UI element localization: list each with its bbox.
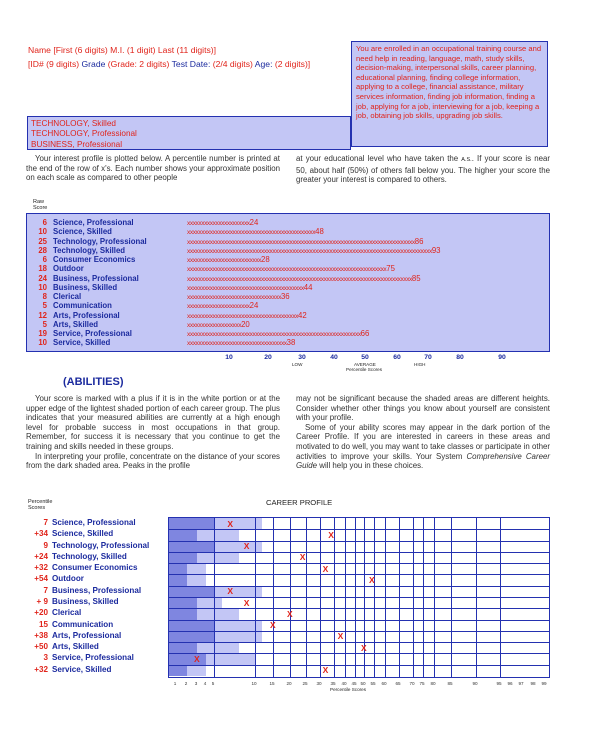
interest-percentile: 66: [360, 329, 370, 338]
raw-score: 10: [38, 338, 47, 348]
grid-row-line: [169, 653, 549, 654]
interest-bar: xxxxxxxxxxxxxxxxxxxxxxxxxxxxxxxxxxxxxxx42: [187, 310, 307, 320]
interest-profile-chart: [26, 213, 550, 352]
interest-tick-label: 50: [361, 354, 369, 361]
dark-shade-band: [169, 586, 214, 597]
career-tick-label: 99: [541, 681, 547, 686]
dark-shade-band: [169, 541, 214, 552]
score-marker: X: [369, 574, 375, 585]
interest-text-left: Your interest profile is plotted below. A percentile number is printed at the end of the row of x's. Each number shows your approximate position on each scale as compared to other people: [26, 154, 280, 183]
career-group-name: Consumer Economics: [52, 563, 138, 573]
score-marker: X: [287, 608, 293, 619]
interest-scale-name: Technology, Professional: [53, 236, 147, 246]
interest-tick-label: 30: [298, 354, 306, 361]
interest-bar: xxxxxxxxxxxxxxxxxxxxxxxxxx28: [187, 255, 270, 264]
career-score: +38: [34, 630, 48, 640]
career-tick-label: 90: [472, 681, 478, 686]
career-tick-label: 50: [360, 681, 366, 686]
career-tick-label: 5: [211, 681, 215, 686]
career-score: 3: [43, 653, 48, 663]
interest-scale-name: Communication: [53, 301, 112, 311]
grid-row-line: [169, 665, 549, 666]
career-score: +54: [34, 574, 48, 584]
grid-col-line: [214, 518, 215, 677]
dark-shade-band: [169, 665, 187, 676]
dark-shade-band: [169, 529, 197, 540]
career-score: + 9: [36, 597, 48, 606]
interest-scale-name: Technology, Skilled: [53, 245, 126, 255]
career-tick-label: 97: [518, 681, 524, 686]
career-group-name: Outdoor: [52, 574, 84, 584]
interest-bar: xxxxxxxxxxxxxxxxxxxxxx24: [187, 218, 259, 227]
grid-col-line: [345, 518, 346, 677]
score-marker: X: [322, 563, 329, 574]
career-score: 9: [43, 540, 48, 550]
interest-percentile: 86: [414, 236, 424, 246]
interest-bar: xxxxxxxxxxxxxxxxxxxxxxxxxxxxxxxxxxxxxxxxxxxxxxxxxxxxxxxxxxxxxxxxxxxxxxxxxxxxxxxx86: [187, 236, 424, 246]
career-tick-label: 98: [530, 681, 536, 686]
career-score: +24: [34, 551, 48, 561]
dark-shade-band: [169, 620, 214, 631]
career-axis-title: Percentile Scores: [330, 687, 367, 692]
interest-scale-name: Service, Professional: [53, 329, 132, 338]
career-tick-label: 25: [302, 681, 308, 686]
grid-row-line: [169, 620, 549, 621]
grid-col-line: [413, 518, 414, 677]
grid-col-line: [255, 518, 256, 677]
career-group-name: Technology, Professional: [52, 540, 150, 550]
dark-shade-band: [169, 631, 214, 642]
grid-row-line: [169, 529, 549, 530]
dark-shade-band: [169, 563, 187, 574]
raw-score: 8: [42, 292, 47, 301]
grid-col-line: [306, 518, 307, 677]
career-group-name: Arts, Skilled: [52, 642, 99, 652]
score-marker: X: [227, 586, 234, 597]
career-group-name: Service, Professional: [52, 653, 134, 663]
career-score: +50: [34, 642, 48, 652]
career-tick-label: 65: [395, 681, 401, 686]
interest-percentile: 24: [249, 218, 259, 227]
grid-col-line: [320, 518, 321, 677]
raw-score: 28: [38, 245, 47, 255]
interest-bar: xxxxxxxxxxxxxxxxxxxxxxxxxxxxxxxxxxxxxxxxxxxxxxxxxxxxxxxxxxxxxxxxxxxxxx75: [187, 264, 395, 274]
interest-text-right: at your educational level who have taken the A.S.. If your score is near 50, about half (50%) of others fall below you. The higher your score the greater your interest is compared to others.: [296, 154, 550, 185]
category-item: BUSINESS, Professional: [31, 139, 123, 149]
career-score: +32: [34, 664, 48, 674]
grid-col-line: [476, 518, 477, 677]
career-tick-label: 1: [173, 681, 177, 686]
dark-shade-band: [169, 518, 214, 529]
grid-col-line: [451, 518, 452, 677]
career-tick-label: 10: [251, 681, 257, 686]
interest-axis-title: Percentile Scores: [346, 367, 383, 372]
interest-percentile: 28: [261, 255, 270, 264]
dark-shade-band: [169, 574, 187, 585]
grid-col-line: [334, 518, 335, 677]
average-label: AVERAGE: [354, 362, 376, 367]
career-group-name: Business, Professional: [52, 585, 142, 595]
career-tick-label: 3: [194, 681, 198, 686]
name-line: Name [First (6 digits) M.I. (1 digit) Last (11 digits)]: [28, 45, 217, 55]
career-group-name: Science, Skilled: [52, 529, 114, 539]
interest-tick-label: 90: [498, 354, 506, 361]
career-group-name: Business, Skilled: [52, 597, 119, 606]
score-marker: X: [299, 552, 306, 563]
score-marker: X: [227, 518, 234, 529]
career-tick-label: 20: [286, 681, 292, 686]
career-score: 7: [43, 585, 48, 595]
career-tick-label: 30: [316, 681, 322, 686]
interest-bar: xxxxxxxxxxxxxxxxxxxxxx24: [187, 301, 259, 311]
career-group-name: Science, Professional: [52, 518, 136, 527]
raw-score: 5: [42, 319, 47, 329]
grid-col-line: [355, 518, 356, 677]
raw-score: 10: [38, 282, 47, 292]
career-group-name: Clerical: [52, 608, 82, 618]
abilities-text-right: may not be significant because the shaded areas are different heights. Consider whether other things you know about yourself are consistent with your profile. Some of your ability scores may appear in the dark portion of the Career Profile. If you are interested in careers in these areas and motivated to do well, you may want to take classes or participate in other activities to improve your skills. Your System Comprehensive Career Guide will help you in these choices.: [296, 394, 550, 471]
grid-col-line: [290, 518, 291, 677]
career-tick-label: 15: [269, 681, 275, 686]
career-tick-label: 55: [370, 681, 376, 686]
grid-row-line: [169, 608, 549, 609]
category-item: TECHNOLOGY, Professional: [31, 129, 137, 139]
grid-row-line: [169, 552, 549, 553]
interest-tick-label: 70: [424, 354, 432, 361]
raw-score-label: Raw Score: [33, 199, 48, 211]
grid-col-line: [399, 518, 400, 677]
interest-percentile: 48: [315, 227, 324, 237]
score-marker: X: [194, 653, 200, 664]
score-marker: X: [243, 541, 250, 552]
interest-percentile: 85: [411, 273, 421, 283]
interest-percentile: 24: [249, 301, 259, 311]
dark-shade-band: [169, 552, 197, 563]
dark-shade-band: [169, 653, 206, 664]
career-tick-label: 80: [430, 681, 436, 686]
grid-col-line: [385, 518, 386, 677]
grid-row-line: [169, 574, 549, 575]
career-score: +32: [34, 563, 48, 573]
career-tick-label: 75: [419, 681, 425, 686]
raw-score: 6: [42, 255, 47, 264]
interest-tick-label: 20: [264, 354, 272, 361]
interest-scale-name: Clerical: [53, 292, 82, 301]
interest-tick-label: 40: [330, 354, 338, 361]
career-tick-label: 70: [409, 681, 415, 686]
career-tick-label: 40: [341, 681, 347, 686]
dark-shade-band: [169, 642, 197, 653]
interest-percentile: 38: [286, 338, 296, 348]
interest-bar: xxxxxxxxxxxxxxxxxxxxxxxxxxxxxxxxxxx38: [187, 338, 296, 348]
raw-score: 10: [38, 227, 47, 237]
interest-bar: xxxxxxxxxxxxxxxxxxxxxxxxxxxxxxxxxxxxxxxxxxxxx48: [187, 227, 324, 237]
header-fields: [28, 43, 310, 71]
interest-percentile: 36: [280, 292, 290, 301]
interest-percentile: 44: [303, 282, 313, 292]
career-tick-label: 96: [507, 681, 513, 686]
interest-scale-name: Service, Skilled: [53, 338, 111, 348]
enrollment-box: You are enrolled in an occupational training course and need help in reading, language, math, study skills, decision-making, interpersonal skills, career planning, educational planning, finding college information, applying to a college, financial assistance, military services information, finding job information, finding a job, applying for a job, interviewing for a job, keeping a job, obtaining job skills, upgrading job skills.: [351, 41, 548, 147]
interest-bar: xxxxxxxxxxxxxxxxxxxxxxxxxxxxxxxxxxxxxxxxxxxxxxxxxxxxxxxxxxxxxxxxxxxxxxxxxxxxxxx85: [187, 273, 421, 283]
dark-shade-band: [169, 608, 197, 619]
interest-scale-name: Arts, Skilled: [53, 319, 99, 329]
raw-score: 6: [42, 218, 47, 227]
career-categories-box: [27, 116, 351, 150]
grid-row-line: [169, 597, 549, 598]
interest-percentile: 75: [386, 264, 395, 274]
raw-score: 5: [42, 301, 47, 311]
career-score-label: Percentile Scores: [28, 499, 53, 511]
career-score: +20: [34, 608, 48, 618]
grid-col-line: [500, 518, 501, 677]
career-tick-label: 35: [330, 681, 336, 686]
career-tick-label: 45: [351, 681, 357, 686]
interest-tick-label: 10: [225, 354, 233, 361]
career-group-name: Communication: [52, 619, 114, 629]
grid-col-line: [364, 518, 365, 677]
career-score: +34: [34, 529, 48, 539]
raw-score: 18: [38, 264, 47, 274]
interest-bar: xxxxxxxxxxxxxxxxxxxxxxxxxxxxxxxxxxxxxxxxxxxxxxxxxxxxxxxxxxxxx66: [187, 329, 370, 338]
interest-scale-name: Arts, Professional: [53, 310, 120, 320]
category-item: TECHNOLOGY, Skilled: [31, 119, 116, 128]
career-group-name: Service, Skilled: [52, 664, 112, 674]
grid-col-line: [273, 518, 274, 677]
score-marker: X: [361, 642, 367, 653]
interest-bar: xxxxxxxxxxxxxxxxxxxxxxxxxxxxxxxxxxxxxxxxxxxxxxxxxxxxxxxxxxxxxxxxxxxxxxxxxxxxxxxxxxxxxx93: [187, 245, 441, 255]
interest-scale-name: Business, Professional: [53, 273, 139, 283]
raw-score: 25: [38, 236, 47, 246]
interest-tick-label: 60: [393, 354, 401, 361]
abilities-text-left: Your score is marked with a plus if it is in the white portion or at the upper edge of the lightest shaded portion of each career group. The plus indicates that your measured abilities are currently at a high enough level for probable success in most occupations in that group. Remember, for success it is necessary that you continue to get the training and skills needed in these groups. In interpreting your profile, concentrate on the distance of your scores from the dark shaded area. Peaks in the profile: [26, 394, 280, 471]
raw-score: 19: [38, 329, 47, 338]
grid-row-line: [169, 631, 549, 632]
interest-scale-name: Science, Skilled: [53, 227, 112, 237]
career-group-name: Technology, Skilled: [52, 551, 127, 561]
id-line: [ID# (9 digits) Grade (Grade: 2 digits) Test Date: (2/4 digits) Age: (2 digits)]: [28, 59, 311, 69]
raw-score: 24: [38, 273, 47, 283]
grid-col-line: [423, 518, 424, 677]
career-group-name: Arts, Professional: [52, 630, 122, 640]
interest-scale-name: Outdoor: [53, 264, 84, 274]
career-score: 7: [43, 518, 48, 527]
abilities-title: (ABILITIES): [63, 376, 124, 388]
career-profile-chart: [168, 517, 550, 678]
grid-row-line: [169, 586, 549, 587]
score-marker: X: [337, 631, 344, 642]
interest-scale-name: Business, Skilled: [53, 282, 118, 292]
score-marker: X: [328, 529, 334, 540]
raw-score: 12: [38, 310, 47, 320]
interest-scale-name: Science, Professional: [53, 218, 134, 227]
interest-bar: xxxxxxxxxxxxxxxxxxxxxxxxxxxxxxxxx36: [187, 292, 290, 301]
interest-bar: xxxxxxxxxxxxxxxxxxx20: [187, 319, 250, 329]
score-marker: X: [322, 665, 329, 676]
interest-percentile: 42: [298, 310, 307, 320]
score-marker: X: [243, 597, 250, 608]
score-marker: X: [270, 620, 276, 631]
high-label: HIGH: [414, 362, 426, 367]
career-tick-label: 2: [184, 681, 188, 686]
interest-percentile: 93: [431, 245, 441, 255]
career-tick-label: 4: [203, 681, 207, 686]
grid-row-line: [169, 642, 549, 643]
career-score: 15: [38, 619, 48, 629]
interest-bar: xxxxxxxxxxxxxxxxxxxxxxxxxxxxxxxxxxxxxxxxx44: [187, 282, 313, 292]
grid-col-line: [434, 518, 435, 677]
career-profile-title: CAREER PROFILE: [266, 498, 333, 507]
career-tick-label: 85: [447, 681, 453, 686]
interest-tick-label: 80: [456, 354, 464, 361]
grid-col-line: [374, 518, 375, 677]
career-tick-label: 95: [496, 681, 502, 686]
interest-scale-name: Consumer Economics: [53, 255, 136, 264]
low-label: LOW: [292, 362, 303, 367]
dark-shade-band: [169, 597, 197, 608]
career-tick-label: 60: [381, 681, 387, 686]
grid-row-line: [169, 563, 549, 564]
grid-row-line: [169, 541, 549, 542]
interest-percentile: 20: [241, 319, 250, 329]
